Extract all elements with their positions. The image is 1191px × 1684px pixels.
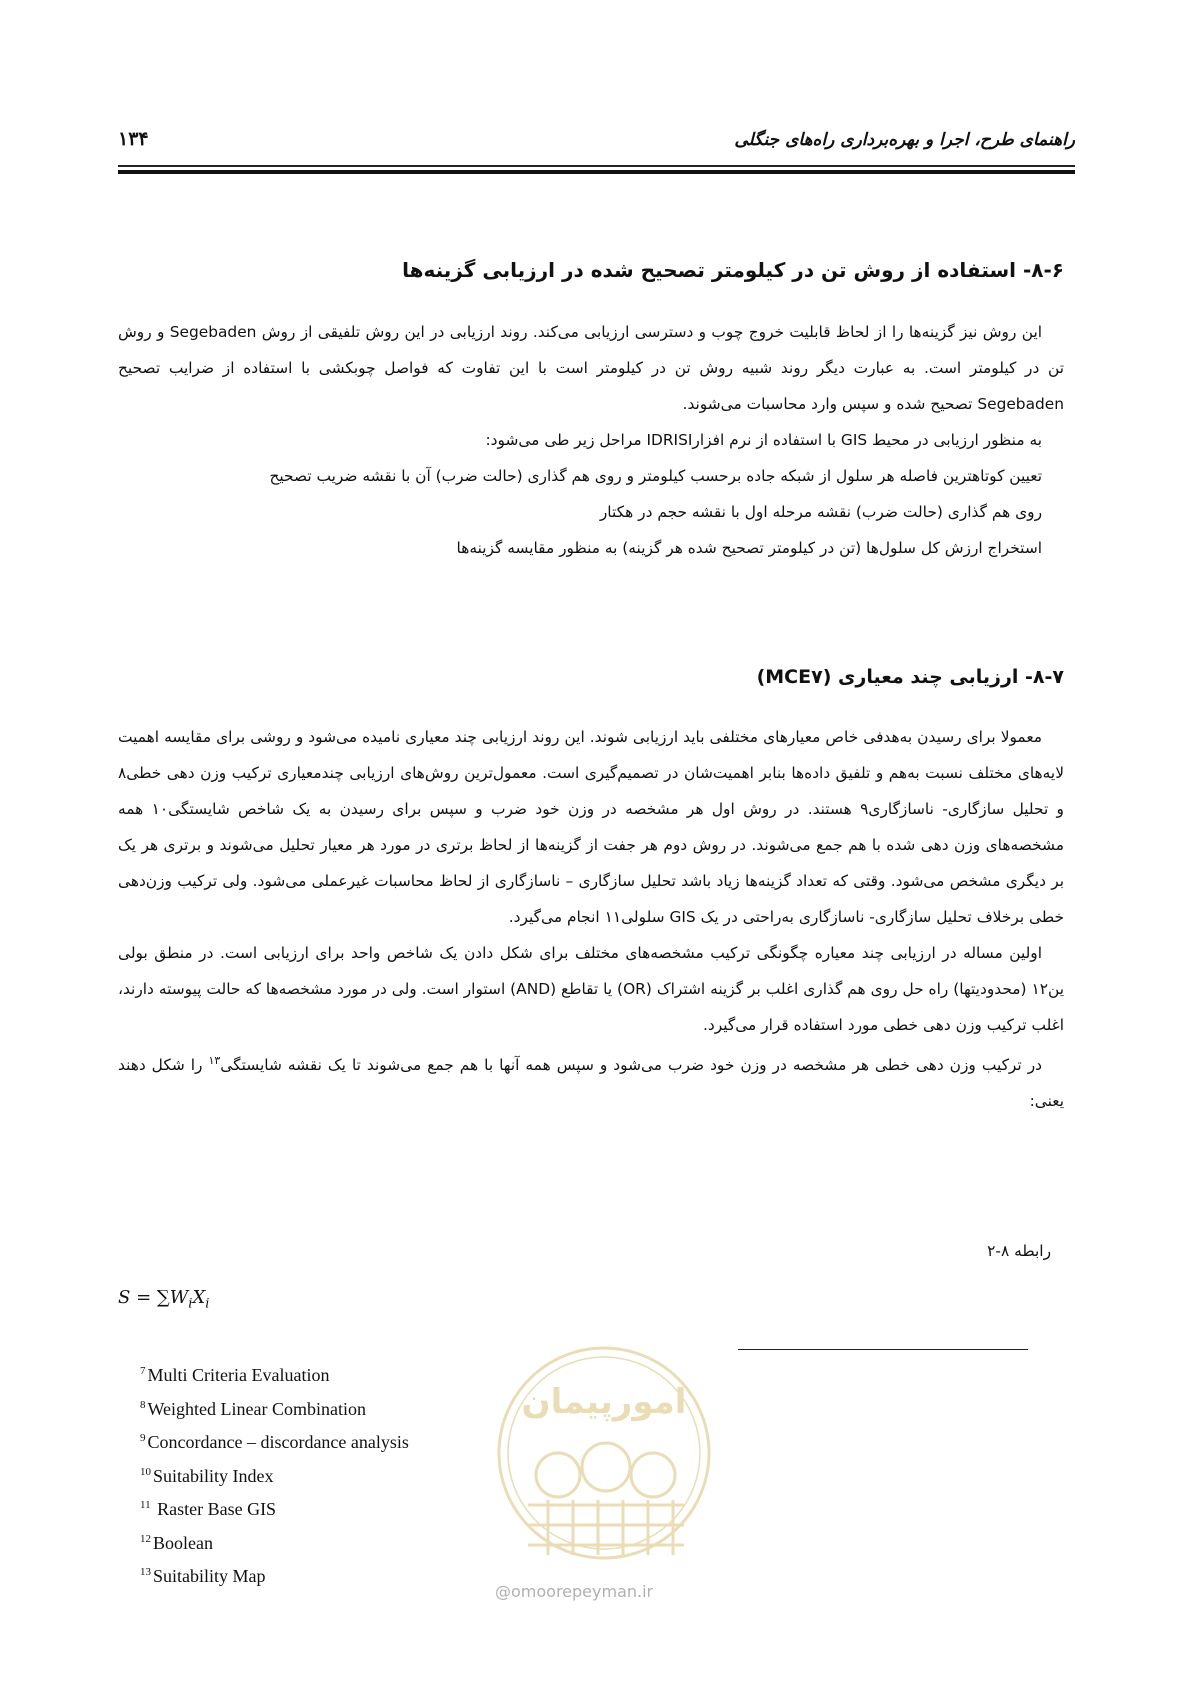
paragraph: این روش نیز گزینه‌ها را از لحاظ قابلیت خروج چوب و دسترسی ارزیابی می‌کند. روند ارزیابی در این روش تلفیقی از روش Segebaden و روش تن در کیلومتر است. به عبارت دیگر روند شبیه روش تن در کیلومتر است با این تفاوت که فواصل چوبکشی با استفاده از ضرایب تصحیح Segebaden تصحیح شده و سپس وارد محاسبات می‌شوند. (118, 323, 1064, 413)
formula-label: رابطه ۸-۲ (987, 1242, 1051, 1260)
footnote-number: 7 (140, 1365, 146, 1377)
footnote-number: 9 (140, 1432, 146, 1444)
formula-x: X (192, 1287, 206, 1308)
paragraph: به منظور ارزیابی در محیط GIS با استفاده از نرم افزارIDRISI مراحل زیر طی می‌شود: (485, 431, 1042, 449)
section-8-7-body (118, 719, 1064, 1119)
watermark-logo (488, 1335, 720, 1581)
footnote-number: 12 (140, 1532, 151, 1545)
footnote-separator (738, 1349, 1028, 1350)
paragraph: معمولا برای رسیدن به‌هدفی خاص معیارهای مختلفی باید ارزیابی شوند. این روند ارزیابی چند معیاری نامیده می‌شود و روشی برای مقایسه اهمیت لایه‌های مختلف نسبت به‌هم و تلفیق داده‌ها بنابر اهمیت‌شان در تصمیم‌گیری است. معمول‌ترین روش‌های ارزیابی چندمعیاری ترکیب وزن دهی خطی۸ و تحلیل سازگاری- ناسازگاری۹ هستند. در روش اول هر مشخصه در وزن خود ضرب و سپس برای رسیدن به یک شاخص شایستگی۱۰ همه مشخصه‌های وزن دهی شده با هم جمع می‌شوند. در روش دوم هر جفت از گزینه‌ها از لحاظ برتری در مورد هر معیار تحلیل می‌شوند و برتری هر یک بر دیگری مشخص می‌شود. وقتی که تعداد گزینه‌ها زیاد باشد تحلیل سازگاری – ناسازگاری از لحاظ محاسبات غیرعملی می‌شود. ولی ترکیب وزن‌دهی خطی برخلاف تحلیل سازگاری- ناسازگاری به‌راحتی در یک GIS سلولی۱۱ انجام می‌گیرد. (118, 728, 1064, 926)
formula-w-sub: i (188, 1296, 193, 1312)
footnote-number: 11 (140, 1499, 151, 1511)
paragraph (118, 1043, 1064, 1119)
paragraph-text-tail: را شکل دهند یعنی: (118, 1056, 1064, 1111)
list-item: تعیین کوتاهترین فاصله هر سلول از شبکه جاده برحسب کیلومتر و روی هم گذاری (حالت ضرب) آن با نقشه ضریب تصحیح (269, 467, 1042, 485)
footnote-ref: ۱۳ (208, 1054, 221, 1067)
paragraph: اولین مساله در ارزیابی چند معیاره چگونگی ترکیب مشخصه‌های مختلف برای شکل دادن یک شاخص واحد برای ارزیابی است. در منطق بولی ین۱۲ (محدودیتها) راه حل روی هم گذاری اغلب بر گزینه اشتراک (OR) یا تقاطع (AND) استوار است. ولی در مورد مشخصه‌ها که حالت پیوسته دارند، اغلب ترکیب وزن دهی خطی مورد استفاده قرار می‌گیرد. (118, 944, 1064, 1034)
footnote-text: Suitability Index (153, 1465, 274, 1486)
section-heading-8-7: ۸-۷- ارزیابی چند معیاری (MCE۷) (756, 666, 1064, 688)
footnote-text: Raster Base GIS (152, 1499, 277, 1519)
header-rule-thin (118, 165, 1075, 167)
formula-w: W (169, 1287, 189, 1308)
formula-equals: = (136, 1287, 152, 1308)
running-title: راهنمای طرح، اجرا و بهره‌برداری راه‌های جنگلی (734, 130, 1075, 150)
running-header (118, 124, 1075, 160)
formula-lhs: S (118, 1287, 131, 1308)
section-8-6-body (118, 314, 1064, 566)
formula (118, 1287, 209, 1312)
footnote-text: Concordance – discordance analysis (147, 1432, 409, 1452)
footnote-text: Boolean (153, 1532, 213, 1553)
seal-icon (488, 1335, 720, 1581)
list-item: روی هم گذاری (حالت ضرب) نقشه مرحله اول با نقشه حجم در هکتار (599, 503, 1042, 521)
footnote-number: 10 (140, 1465, 151, 1478)
paragraph-text: در ترکیب وزن دهی خطی هر مشخصه در وزن خود ضرب می‌شود و سپس همه آنها با هم جمع می‌شوند تا یک نقشه شایستگی (220, 1056, 1042, 1075)
footnote-number: 8 (140, 1398, 146, 1411)
formula-sigma: ∑ (156, 1287, 170, 1308)
formula-x-sub: i (205, 1296, 210, 1312)
header-rule-thick (118, 170, 1075, 174)
footnote-text: Multi Criteria Evaluation (147, 1365, 330, 1385)
watermark-logo-text: امورپیمان (521, 1382, 687, 1422)
list-item: استخراج ارزش کل سلول‌ها (تن در کیلومتر تصحیح شده هر گزینه) به منظور مقایسه گزینه‌ها (456, 539, 1042, 557)
footnote-text: Suitability Map (153, 1566, 266, 1586)
footnote-number: 13 (140, 1566, 151, 1578)
section-heading-8-6: ۸-۶- استفاده از روش تن در کیلومتر تصحیح شده در ارزیابی گزینه‌ها (402, 258, 1064, 282)
footnote-text: Weighted Linear Combination (147, 1398, 366, 1419)
watermark-url: @omoorepeyman.ir (495, 1582, 654, 1601)
page-number: ۱۳۴ (118, 128, 149, 150)
